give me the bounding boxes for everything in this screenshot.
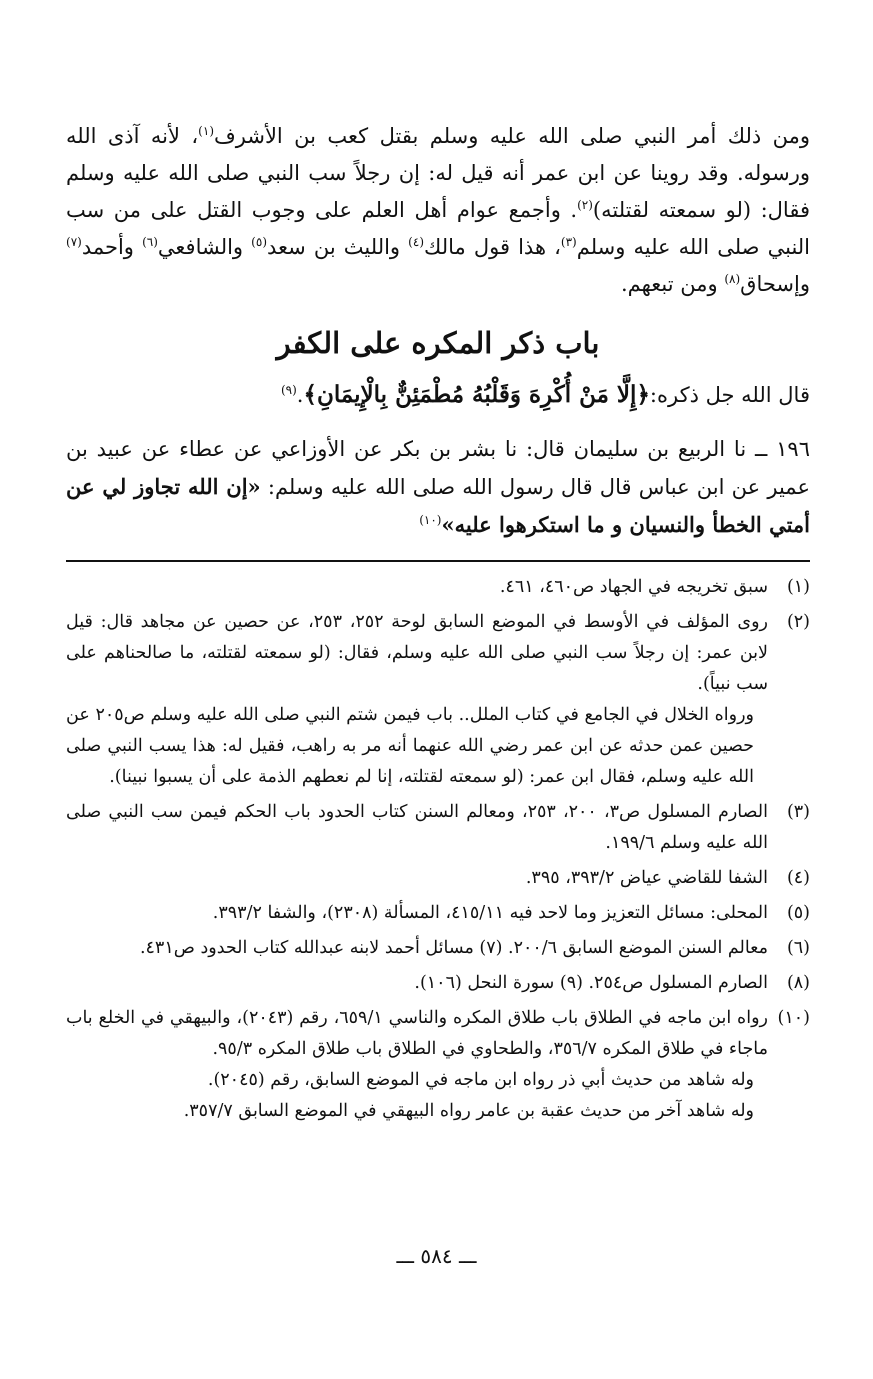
footnote-number: (٢) <box>786 612 810 632</box>
footnote-text <box>66 933 768 964</box>
intro-text-5: والليث بن سعد <box>267 235 409 259</box>
footnote-number: (٥) <box>786 903 810 923</box>
footnote-ref-9[interactable]: (٩) <box>280 383 297 397</box>
quran-verse: ﴿إِلَّا مَنْ أُكْرِهَ وَقَلْبُهُ مُطْمَئِنٌّ بِالْإِيمَانِ﴾ <box>303 381 650 408</box>
hadith-matn: «إن الله تجاوز لي عن أمتي الخطأ والنسيان و ما استكرهوا عليه» <box>66 474 810 537</box>
footnote-text <box>66 607 768 793</box>
page-number: ـــ ٥٨٤ ـــ <box>396 1244 477 1268</box>
footnote-text <box>66 572 768 603</box>
footnote-item <box>66 607 810 793</box>
footnote-number: (١٠) <box>777 1008 810 1028</box>
footnote-text <box>66 797 768 859</box>
hadith-chain: ١٩٦ ــ نا الربيع بن سليمان قال: نا بشر بن بكر عن الأوزاعي عن عطاء عن عبيد بن عمير عن ابن عباس قال قال رسول الله صلى الله عليه وسلم: <box>66 437 810 499</box>
footnote-sub-text: وله شاهد آخر من حديث عقبة بن عامر رواه البيهقي في الموضع السابق ٣٥٧/٧. <box>183 1101 754 1121</box>
footnote-number: (١) <box>786 577 810 597</box>
footnote-ref-5[interactable]: (٥) <box>251 235 267 249</box>
footnote-main-text: الصارم المسلول ص٢٥٤. (٩) سورة النحل (١٠٦). <box>414 973 768 993</box>
footnote-number: (٦) <box>786 938 810 958</box>
intro-text-7: وأحمد <box>81 235 143 259</box>
footnote-text <box>66 968 768 999</box>
intro-text-4: ، هذا قول مالك <box>424 235 561 259</box>
footnote-ref-6[interactable]: (٦) <box>142 235 158 249</box>
footnote-main-text: الصارم المسلول ص٣، ٢٠٠، ٢٥٣، ومعالم السنن كتاب الحدود باب الحكم فيمن سب النبي صلى الله عليه وسلم ١٩٩/٦. <box>66 802 768 853</box>
footnote-item <box>66 933 810 964</box>
intro-text-2: ، لأنه آذى الله ورسوله. وقد روينا عن ابن عمر أنه قيل له: إن رجلاً سب النبي صلى الله عليه وسلم فقال: (لو سمعته لقتلته) <box>66 124 810 222</box>
footnote-ref-4[interactable]: (٤) <box>408 235 424 249</box>
verse-line <box>66 373 810 417</box>
footnote-main-text: سبق تخريجه في الجهاد ص٤٦٠، ٤٦١. <box>499 577 768 597</box>
hadith-196 <box>66 431 810 544</box>
footnote-ref-3[interactable]: (٣) <box>560 235 577 249</box>
intro-text-3: . وأجمع عوام أهل العلم على وجوب القتل على من سب النبي صلى الله عليه وسلم <box>66 198 811 259</box>
footnote-item <box>66 797 810 859</box>
footnote-item <box>66 1003 810 1127</box>
footnote-text <box>66 898 768 929</box>
chapter-title: باب ذكر المكره على الكفر <box>276 326 600 360</box>
page-content <box>66 118 810 1131</box>
footnote-main-text: رواه ابن ماجه في الطلاق باب طلاق المكره والناسي ٦٥٩/١، رقم (٢٠٤٣)، والبيهقي في الخلع باب ماجاء في طلاق المكره ٣٥٦/٧، والطحاوي في الطلاق باب طلاق المكره ٩٥/٣. <box>66 1008 768 1059</box>
footnote-item <box>66 968 810 999</box>
footnote-text <box>66 863 768 894</box>
intro-text-9: ومن تبعهم. <box>620 272 725 296</box>
footnote-sub-text: ورواه الخلال في الجامع في كتاب الملل.. باب فيمن شتم النبي صلى الله عليه وسلم ص٢٠٥ عن حصين عمن حدثه عن ابن عمر رضي الله عنهما أنه مر به راهب، فقيل له: هذا يسب النبي صلى الله عليه وسلم، فقال ابن عمر: (لو سمعته لقتلته، إنا لم نعطهم الذمة على أن يسبوا نبينا). <box>66 705 754 787</box>
footnote-main-text: روى المؤلف في الأوسط في الموضع السابق لوحة ٢٥٢، ٢٥٣، عن حصين عن مجاهد قال: قيل لابن عمر: إن رجلاً سب النبي صلى الله عليه وسلم، فقال: (لو سمعته لقتلته، ما صالحناهم على سب نبياً). <box>66 612 768 694</box>
footnote-main-text: الشفا للقاضي عياض ٣٩٣/٢، ٣٩٥. <box>525 868 768 888</box>
intro-text-6: والشافعي <box>157 235 252 259</box>
footnote-number: (٨) <box>786 973 810 993</box>
footnotes <box>66 572 810 1127</box>
footnote-main-text: المحلى: مسائل التعزيز وما لاحد فيه ٤١٥/١١، المسألة (٢٣٠٨)، والشفا ٣٩٣/٢. <box>212 903 768 923</box>
footnote-item <box>66 863 810 894</box>
footnote-number: (٤) <box>786 868 810 888</box>
footnote-text <box>66 1003 768 1127</box>
footnote-ref-8[interactable]: (٨) <box>724 272 741 286</box>
footnote-divider <box>66 560 810 562</box>
intro-text-1: ومن ذلك أمر النبي صلى الله عليه وسلم بقتل كعب بن الأشرف <box>214 124 810 148</box>
footnote-item <box>66 572 810 603</box>
footnote-main-text: معالم السنن الموضع السابق ٢٠٠/٦. (٧) مسائل أحمد لابنه عبدالله كتاب الحدود ص٤٣١. <box>139 938 768 958</box>
footnote-number: (٣) <box>786 802 810 822</box>
verse-period: . <box>296 383 304 407</box>
footnote-ref-2[interactable]: (٢) <box>577 198 593 212</box>
footnote-ref-1[interactable]: (١) <box>198 124 214 138</box>
intro-text-8: وإسحاق <box>740 272 810 296</box>
verse-intro: قال الله جل ذكره: <box>649 383 810 407</box>
intro-paragraph <box>66 118 810 303</box>
footnote-ref-10[interactable]: (١٠) <box>419 513 442 527</box>
footnote-sub-text: وله شاهد من حديث أبي ذر رواه ابن ماجه في الموضع السابق، رقم (٢٠٤٥). <box>207 1070 754 1090</box>
footnote-item <box>66 898 810 929</box>
footnote-ref-7[interactable]: (٧) <box>66 235 82 249</box>
